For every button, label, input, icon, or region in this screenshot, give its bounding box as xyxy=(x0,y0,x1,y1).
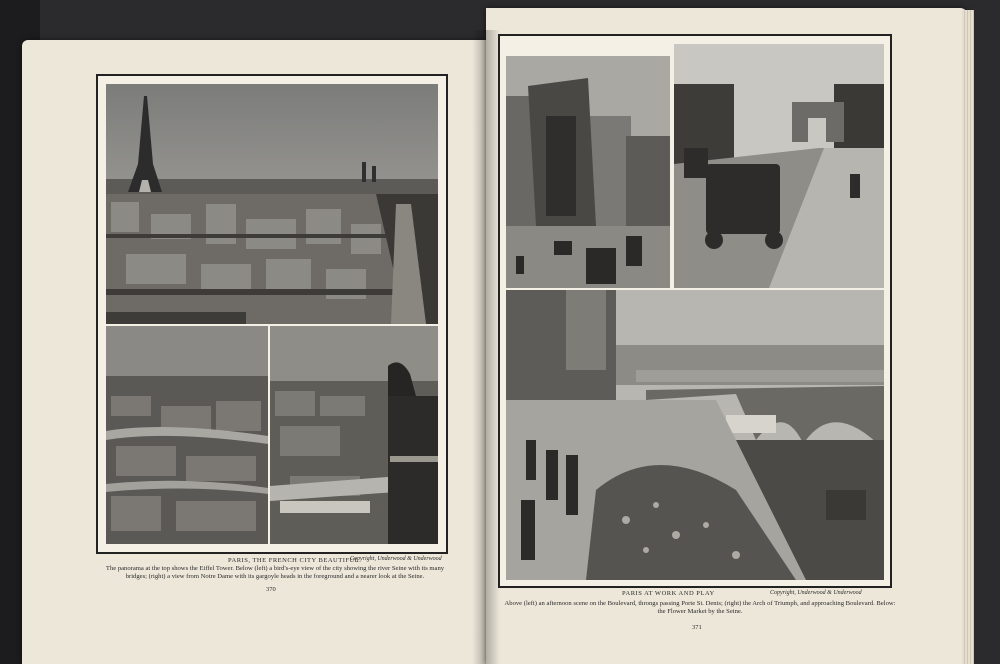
left-caption-text: The panorama at the top shows the Eiffel Tower. Below (left) a bird's-eye view of the city showing the river Seine with its many bridges; (right) a view from Notre Dame with its gargoyle heads in the foreground and a nearer look at the Seine. xyxy=(105,565,445,580)
birds-eye-seine-photo xyxy=(106,326,268,544)
right-photo-frame xyxy=(498,34,892,588)
porte-st-denis-photo xyxy=(506,56,670,288)
right-caption-title: PARIS AT WORK AND PLAY xyxy=(622,590,715,597)
left-photo-frame xyxy=(96,74,448,554)
right-caption-text: Above (left) an afternoon scene on the Boulevard, throngs passing Porte St. Denis; (right) the Arch of Triumph, and approaching Boulevard. Below: the Flower Market by the Seine. xyxy=(504,600,896,615)
flower-market-photo xyxy=(506,290,884,580)
notre-dame-gargoyle-photo xyxy=(270,326,438,544)
right-page-number: 371 xyxy=(692,624,702,631)
left-page-number: 370 xyxy=(266,586,276,593)
left-photo-credit: Copyright, Underwood & Underwood xyxy=(350,556,442,562)
page-edges xyxy=(962,10,974,664)
eiffel-tower-panorama-photo xyxy=(106,84,438,324)
right-photo-credit: Copyright, Underwood & Underwood xyxy=(770,590,862,596)
left-caption-title: PARIS, THE FRENCH CITY BEAUTIFUL xyxy=(228,557,360,564)
arch-of-triumph-photo xyxy=(674,44,884,288)
book-gutter xyxy=(472,30,500,664)
